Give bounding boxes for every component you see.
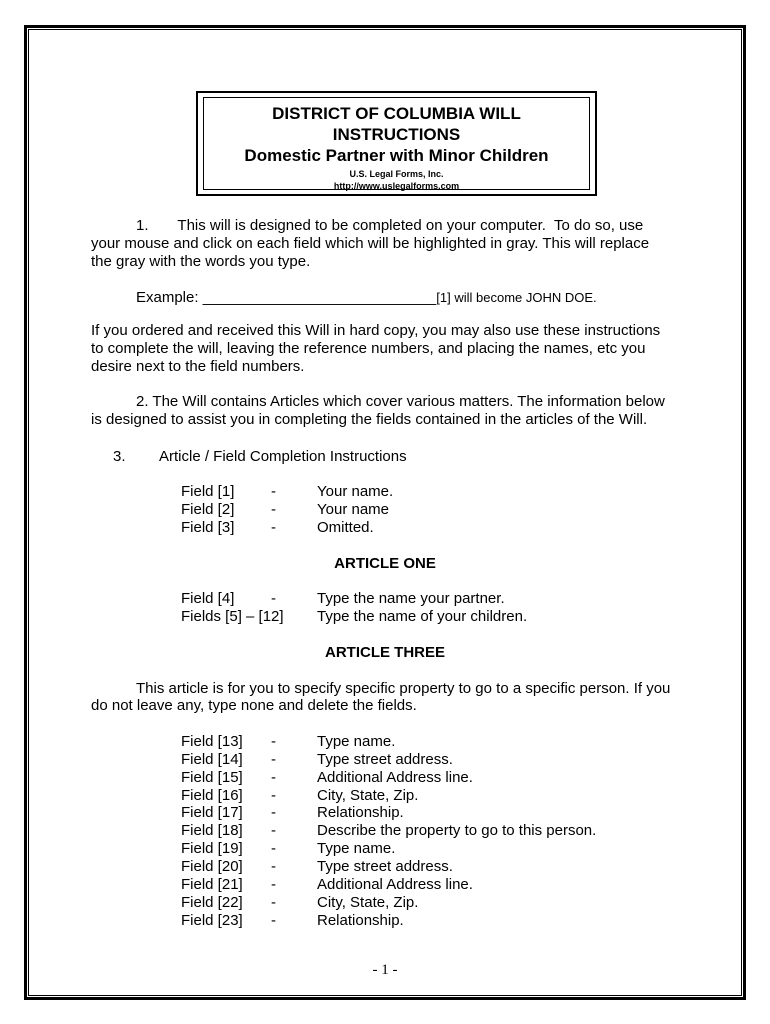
example-suffix: [1] will become JOHN DOE. — [436, 290, 597, 305]
field-dash: - — [271, 840, 276, 857]
para1-line3: the gray with the words you type. — [91, 253, 311, 270]
page-number: - 1 - — [372, 962, 398, 978]
field-description: Relationship. — [317, 804, 404, 821]
article-three-intro-line1: This article is for you to specify specific property to go to a specific person. If you — [136, 680, 671, 697]
hardcopy-line2: to complete the will, leaving the reference numbers, and placing the names, etc you — [91, 340, 646, 357]
field-description: Type the name your partner. — [317, 590, 505, 607]
field-label: Field [22] — [181, 894, 243, 911]
field-dash: - — [271, 733, 276, 750]
field-description: City, State, Zip. — [317, 894, 419, 911]
field-dash: - — [271, 912, 276, 929]
para2-line2: is designed to assist you in completing the fields contained in the articles of the Will. — [91, 411, 648, 428]
field-label: Field [18] — [181, 822, 243, 839]
para2-line1: 2. The Will contains Articles which cover various matters. The information below — [136, 393, 665, 410]
field-dash: - — [271, 501, 276, 518]
field-label: Field [21] — [181, 876, 243, 893]
field-description: Type street address. — [317, 751, 453, 768]
field-label: Field [23] — [181, 912, 243, 929]
field-description: Type name. — [317, 733, 396, 750]
field-label: Field [3] — [181, 519, 235, 536]
field-dash: - — [271, 483, 276, 500]
field-dash: - — [271, 822, 276, 839]
field-dash: - — [271, 858, 276, 875]
field-description: Additional Address line. — [317, 876, 473, 893]
article-three-heading: ARTICLE THREE — [325, 644, 445, 661]
field-description: Type the name of your children. — [317, 608, 528, 625]
field-dash: - — [271, 787, 276, 804]
field-label: Field [19] — [181, 840, 243, 857]
field-dash: - — [271, 769, 276, 786]
field-dash: - — [271, 519, 276, 536]
document-title-line2: INSTRUCTIONS — [332, 125, 461, 144]
field-dash: - — [271, 804, 276, 821]
article-one-heading: ARTICLE ONE — [334, 555, 436, 572]
hardcopy-line1: If you ordered and received this Will in hard copy, you may also use these instructions — [91, 322, 661, 339]
example-label: Example: ____________________________ — [136, 289, 437, 306]
para3-heading: Article / Field Completion Instructions — [159, 448, 407, 465]
field-label: Field [16] — [181, 787, 243, 804]
field-label: Field [20] — [181, 858, 243, 875]
field-label: Field [1] — [181, 483, 235, 500]
field-label: Field [15] — [181, 769, 243, 786]
field-label: Field [2] — [181, 501, 235, 518]
field-dash: - — [271, 751, 276, 768]
field-description: Type street address. — [317, 858, 453, 875]
field-label: Field [14] — [181, 751, 243, 768]
field-dash: - — [271, 590, 276, 607]
field-description: Type name. — [317, 840, 396, 857]
company-name: U.S. Legal Forms, Inc. — [349, 169, 444, 179]
hardcopy-line3: desire next to the field numbers. — [91, 358, 305, 375]
field-description: Describe the property to go to this person. — [317, 822, 597, 839]
field-label: Fields [5] – [12] — [181, 608, 284, 625]
document-subtitle: Domestic Partner with Minor Children — [244, 146, 549, 165]
field-description: Additional Address line. — [317, 769, 473, 786]
document-title-line1: DISTRICT OF COLUMBIA WILL — [272, 104, 521, 123]
field-description: City, State, Zip. — [317, 787, 419, 804]
para1-line1: 1. This will is designed to be completed on your computer. To do so, use — [136, 217, 644, 234]
field-dash: - — [271, 876, 276, 893]
article-three-intro-line2: do not leave any, type none and delete the fields. — [91, 697, 417, 714]
header-box — [203, 97, 590, 190]
field-description: Your name — [317, 501, 389, 518]
field-label: Field [4] — [181, 590, 235, 607]
para3-number: 3. — [113, 448, 126, 465]
field-label: Field [17] — [181, 804, 243, 821]
example-line — [136, 289, 597, 307]
field-dash: - — [271, 894, 276, 911]
company-url: http://www.uslegalforms.com — [333, 181, 460, 191]
field-label: Field [13] — [181, 733, 243, 750]
para1-line2: your mouse and click on each field which will be highlighted in gray. This will replace — [91, 235, 650, 252]
field-description: Relationship. — [317, 912, 404, 929]
field-description: Your name. — [317, 483, 394, 500]
field-description: Omitted. — [317, 519, 374, 536]
